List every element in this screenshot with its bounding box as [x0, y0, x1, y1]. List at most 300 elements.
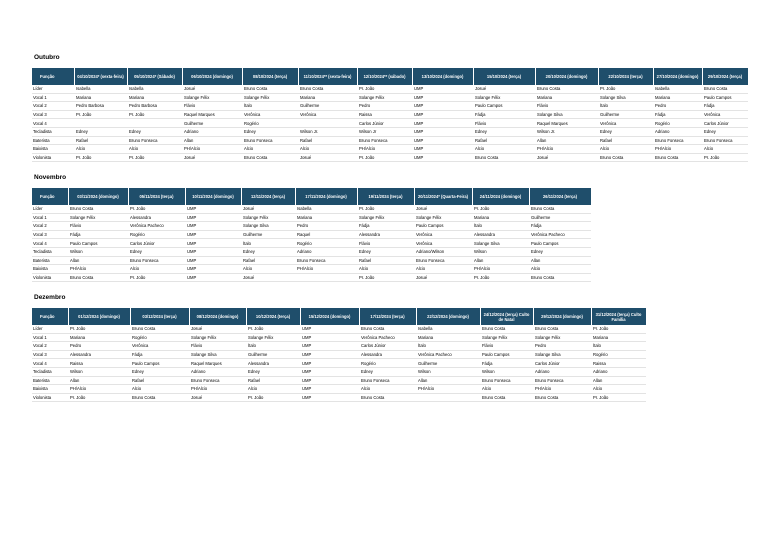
- column-header-date: 22/12/2024 (domingo): [416, 308, 480, 325]
- assignment-cell: Edney: [242, 127, 298, 136]
- assignment-cell: Pedro: [68, 342, 130, 351]
- role-cell: Vocal 2: [32, 102, 74, 111]
- column-header-date: 27/10/2024 (domingo): [653, 68, 702, 85]
- assignment-cell: Allan: [529, 256, 591, 265]
- assignment-cell: Rafael: [130, 376, 189, 385]
- table-row: [32, 145, 748, 154]
- assignment-cell: Bruno Costa: [68, 205, 128, 213]
- assignment-cell: Edney: [359, 367, 416, 376]
- role-cell: Violonista: [32, 153, 74, 162]
- assignment-cell: Rogério: [295, 239, 357, 248]
- column-header-funcao: Função: [32, 68, 74, 85]
- assignment-cell: Solange Félix: [533, 333, 591, 342]
- assignment-cell: Solange Félix: [68, 213, 128, 222]
- column-header-date: 24/12/2024 (terça) Culto de Natal: [480, 308, 533, 325]
- assignment-cell: Bruno Fonseca: [653, 136, 702, 145]
- assignment-cell: Edney: [529, 247, 591, 256]
- column-header-date: 05/11/2024 (terça): [128, 188, 185, 205]
- table-row: [32, 136, 748, 145]
- assignment-cell: Ítalo: [472, 222, 529, 231]
- column-header-date: 13/10/2024 (domingo): [412, 68, 473, 85]
- assignment-cell: Pr. João: [702, 153, 748, 162]
- assignment-cell: Rafael: [241, 256, 295, 265]
- assignment-cell: PH/Alcio: [189, 385, 246, 394]
- assignment-cell: Raquel Marques: [535, 119, 598, 128]
- assignment-cell: UMP: [185, 222, 241, 231]
- assignment-cell: Paulo Campos: [130, 359, 189, 368]
- table-row: [32, 359, 646, 368]
- assignment-cell: Isabella: [653, 85, 702, 93]
- assignment-cell: Allan: [472, 256, 529, 265]
- assignment-cell: UMP: [412, 102, 473, 111]
- assignment-cell: Edney: [130, 367, 189, 376]
- table-row: [32, 333, 646, 342]
- assignment-cell: Alcio: [414, 265, 472, 274]
- assignment-cell: Josué: [182, 153, 242, 162]
- assignment-cell: Carlos Júnior: [357, 119, 412, 128]
- assignment-cell: PH/Alcio: [68, 385, 130, 394]
- table-row: [32, 256, 591, 265]
- assignment-cell: Bruno Fonseca: [242, 136, 298, 145]
- assignment-cell: Ítalo: [416, 342, 480, 351]
- assignment-cell: Bruno Costa: [130, 325, 189, 333]
- assignment-cell: Josué: [189, 325, 246, 333]
- table-row: [32, 325, 646, 333]
- schedule-table-novembro: [32, 188, 592, 282]
- assignment-cell: Verônica: [414, 230, 472, 239]
- assignment-cell: Pr. João: [357, 85, 412, 93]
- assignment-cell: Raissa: [68, 359, 130, 368]
- assignment-cell: Paulo Campos: [529, 239, 591, 248]
- assignment-cell: Bruno Costa: [68, 273, 128, 282]
- assignment-cell: PH/Alcio: [533, 385, 591, 394]
- assignment-cell: UMP: [412, 153, 473, 162]
- assignment-cell: Isabella: [295, 205, 357, 213]
- role-cell: Violonista: [32, 393, 68, 402]
- assignment-cell: Josué: [298, 153, 357, 162]
- column-header-date: 12/10/2024** (sábado): [357, 68, 412, 85]
- column-header-date: 05/10/2024* (Sábado): [127, 68, 182, 85]
- assignment-cell: Adriano: [189, 367, 246, 376]
- assignment-cell: Adriano: [533, 367, 591, 376]
- assignment-cell: Alcio: [74, 145, 127, 154]
- assignment-cell: Pr. João: [472, 273, 529, 282]
- assignment-cell: UMP: [300, 342, 359, 351]
- column-header-date: 08/10/2024 (terça): [242, 68, 298, 85]
- table-row: [32, 239, 591, 248]
- assignment-cell: Isabella: [416, 325, 480, 333]
- assignment-cell: Alcio: [591, 385, 646, 394]
- assignment-cell: Ítalo: [591, 342, 646, 351]
- table-row: [32, 367, 646, 376]
- assignment-cell: Wilson: [416, 367, 480, 376]
- role-cell: Vocal 2: [32, 222, 68, 231]
- assignment-cell: Mariana: [127, 93, 182, 102]
- role-cell: Vocal 4: [32, 119, 74, 128]
- column-header-date: 10/12/2024 (terça): [246, 308, 300, 325]
- assignment-cell: Isabella: [127, 85, 182, 93]
- table-row: [32, 247, 591, 256]
- assignment-cell: Fádja: [702, 102, 748, 111]
- assignment-cell: Pr. João: [357, 153, 412, 162]
- assignment-cell: Rafael: [357, 256, 414, 265]
- header-row: [32, 308, 646, 325]
- assignment-cell: Paulo Campos: [480, 350, 533, 359]
- assignment-cell: Carlos Júnior: [702, 119, 748, 128]
- role-cell: Baterista: [32, 256, 68, 265]
- assignment-cell: Solange Silva: [533, 350, 591, 359]
- table-row: [32, 205, 591, 213]
- role-cell: Líder: [32, 205, 68, 213]
- assignment-cell: Pr. João: [246, 325, 300, 333]
- assignment-cell: Pr. João: [128, 205, 185, 213]
- assignment-cell: Pr. João: [598, 85, 653, 93]
- assignment-cell: UMP: [412, 110, 473, 119]
- role-cell: Tecladista: [32, 367, 68, 376]
- assignment-cell: Solange Félix: [414, 213, 472, 222]
- assignment-cell: Solange Silva: [241, 222, 295, 231]
- table-row: [32, 350, 646, 359]
- assignment-cell: Rogério: [653, 119, 702, 128]
- assignment-cell: Guilherme: [182, 119, 242, 128]
- column-header-date: 26/11/2024 (terça): [529, 188, 591, 205]
- role-cell: Vocal 4: [32, 239, 68, 248]
- assignment-cell: Verônica: [298, 110, 357, 119]
- assignment-cell: PH/Alcio: [472, 265, 529, 274]
- column-header-date: 03/12/2024 (terça): [130, 308, 189, 325]
- assignment-cell: Alcio: [127, 145, 182, 154]
- assignment-cell: Alcio: [702, 145, 748, 154]
- assignment-cell: Pedro Barbosa: [127, 102, 182, 111]
- assignment-cell: Pedro: [295, 222, 357, 231]
- assignment-cell: Verônica: [414, 239, 472, 248]
- assignment-cell: Fádja: [480, 359, 533, 368]
- header-row: [32, 68, 748, 85]
- column-header-date: 17/12/2024 (terça): [359, 308, 416, 325]
- assignment-cell: Bruno Costa: [359, 393, 416, 402]
- assignment-cell: Rafael: [598, 136, 653, 145]
- schedule-table-outubro: [32, 68, 749, 162]
- assignment-cell: Fádja: [473, 110, 535, 119]
- assignment-cell: Pr. João: [472, 205, 529, 213]
- assignment-cell: Verônica Pacheco: [416, 350, 480, 359]
- assignment-cell: Paulo Campos: [702, 93, 748, 102]
- assignment-cell: Raissa: [357, 110, 412, 119]
- header-row: [32, 188, 591, 205]
- assignment-cell: Rafael: [473, 136, 535, 145]
- column-header-date: 22/10/2024 (terça): [598, 68, 653, 85]
- assignment-cell: Pr. João: [127, 110, 182, 119]
- table-row: [32, 385, 646, 394]
- assignment-cell: Alcio: [246, 385, 300, 394]
- assignment-cell: Pr. João: [357, 273, 414, 282]
- assignment-cell: Verônica: [598, 119, 653, 128]
- assignment-cell: Fádja: [529, 222, 591, 231]
- assignment-cell: Bruno Costa: [480, 393, 533, 402]
- assignment-cell: Bruno Costa: [298, 85, 357, 93]
- assignment-cell: Flávio: [189, 342, 246, 351]
- assignment-cell: Alcio: [473, 145, 535, 154]
- role-cell: Vocal 1: [32, 93, 74, 102]
- assignment-cell: Adriano: [653, 127, 702, 136]
- assignment-cell: Rogério: [359, 359, 416, 368]
- assignment-cell: Ítalo: [242, 102, 298, 111]
- assignment-cell: Edney: [241, 247, 295, 256]
- role-cell: Violonista: [32, 273, 68, 282]
- assignment-cell: UMP: [185, 230, 241, 239]
- assignment-cell: UMP: [300, 325, 359, 333]
- assignment-cell: Rogério: [128, 230, 185, 239]
- assignment-cell: Edney: [74, 127, 127, 136]
- assignment-cell: Guilherme: [246, 350, 300, 359]
- assignment-cell: Wilson Jr.: [298, 127, 357, 136]
- assignment-cell: Pedro: [533, 342, 591, 351]
- assignment-cell: Josué: [473, 85, 535, 93]
- assignment-cell: [127, 119, 182, 128]
- assignment-cell: PH/Alcio: [68, 265, 128, 274]
- assignment-cell: Josué: [241, 273, 295, 282]
- assignment-cell: Mariana: [591, 333, 646, 342]
- assignment-cell: Carlos Júnior: [128, 239, 185, 248]
- assignment-cell: Bruno Fonseca: [127, 136, 182, 145]
- assignment-cell: Verônica Pacheco: [128, 222, 185, 231]
- assignment-cell: UMP: [412, 119, 473, 128]
- column-header-funcao: Função: [32, 188, 68, 205]
- assignment-cell: UMP: [185, 213, 241, 222]
- assignment-cell: Bruno Fonseca: [533, 376, 591, 385]
- assignment-cell: Wilson: [480, 367, 533, 376]
- assignment-cell: PH/Alcio: [357, 145, 412, 154]
- assignment-cell: Rafael: [74, 136, 127, 145]
- assignment-cell: UMP: [300, 359, 359, 368]
- column-header-date: 29/10/2024 (terça): [702, 68, 748, 85]
- assignment-cell: Allan: [535, 136, 598, 145]
- assignment-cell: Pr. João: [74, 110, 127, 119]
- assignment-cell: Bruno Costa: [529, 205, 591, 213]
- column-header-date: 15/10/2024 (terça): [473, 68, 535, 85]
- assignment-cell: Paulo Campos: [68, 239, 128, 248]
- role-cell: Tecladista: [32, 127, 74, 136]
- assignment-cell: Allan: [182, 136, 242, 145]
- table-row: [32, 273, 591, 282]
- column-header-date: 10/11/2024 (domingo): [185, 188, 241, 205]
- assignment-cell: Solange Félix: [242, 93, 298, 102]
- column-header-date: 17/11/2024 (domingo): [295, 188, 357, 205]
- assignment-cell: Solange Félix: [357, 93, 412, 102]
- assignment-cell: Solange Silva: [472, 239, 529, 248]
- assignment-cell: Flávio: [357, 239, 414, 248]
- assignment-cell: Solange Félix: [241, 213, 295, 222]
- assignment-cell: Bruno Costa: [359, 325, 416, 333]
- assignment-cell: Rogério: [130, 333, 189, 342]
- assignment-cell: Pedro: [357, 102, 412, 111]
- assignment-cell: Paulo Campos: [473, 102, 535, 111]
- assignment-cell: Alessandra: [359, 350, 416, 359]
- assignment-cell: [298, 119, 357, 128]
- assignment-cell: Flávio: [480, 342, 533, 351]
- assignment-cell: Mariana: [472, 213, 529, 222]
- assignment-cell: Josué: [241, 205, 295, 213]
- assignment-cell: Bruno Fonseca: [359, 376, 416, 385]
- assignment-cell: Raquel Marques: [182, 110, 242, 119]
- role-cell: Baixista: [32, 385, 68, 394]
- column-header-date: 08/12/2024 (domingo): [189, 308, 246, 325]
- assignment-cell: Allan: [68, 376, 130, 385]
- table-row: [32, 102, 748, 111]
- column-header-date: 29/12/2024 (domingo): [533, 308, 591, 325]
- assignment-cell: Pr. João: [68, 393, 130, 402]
- role-cell: Baterista: [32, 376, 68, 385]
- assignment-cell: Josué: [182, 85, 242, 93]
- assignment-cell: Pr. João: [591, 393, 646, 402]
- assignment-cell: Guilherme: [241, 230, 295, 239]
- role-cell: Vocal 2: [32, 342, 68, 351]
- assignment-cell: Rogério: [591, 350, 646, 359]
- assignment-cell: Guilherme: [298, 102, 357, 111]
- assignment-cell: Rogério: [242, 119, 298, 128]
- assignment-cell: UMP: [185, 265, 241, 274]
- assignment-cell: Flávio: [473, 119, 535, 128]
- role-cell: Vocal 4: [32, 359, 68, 368]
- assignment-cell: Wilson: [472, 247, 529, 256]
- assignment-cell: UMP: [412, 93, 473, 102]
- assignment-cell: Flávio: [68, 222, 128, 231]
- assignment-cell: Alcio: [128, 265, 185, 274]
- assignment-cell: Pr. João: [357, 205, 414, 213]
- assignment-cell: UMP: [300, 376, 359, 385]
- role-cell: Vocal 3: [32, 230, 68, 239]
- column-header-date: 06/10/2024 (domingo): [182, 68, 242, 85]
- assignment-cell: Solange Silva: [598, 93, 653, 102]
- assignment-cell: Raissa: [591, 359, 646, 368]
- assignment-cell: Raquel: [295, 230, 357, 239]
- assignment-cell: [74, 119, 127, 128]
- assignment-cell: Alessandra: [128, 213, 185, 222]
- assignment-cell: Carlos Júnior: [533, 359, 591, 368]
- assignment-cell: Bruno Costa: [242, 85, 298, 93]
- assignment-cell: UMP: [300, 350, 359, 359]
- table-row: [32, 222, 591, 231]
- role-cell: Vocal 3: [32, 110, 74, 119]
- assignment-cell: Flávio: [182, 102, 242, 111]
- role-cell: Vocal 3: [32, 350, 68, 359]
- assignment-cell: Adriano: [295, 247, 357, 256]
- table-row: [32, 213, 591, 222]
- role-cell: Tecladista: [32, 247, 68, 256]
- assignment-cell: Verônica: [242, 110, 298, 119]
- assignment-cell: UMP: [300, 393, 359, 402]
- assignment-cell: Carlos Júnior: [359, 342, 416, 351]
- assignment-cell: Josué: [414, 273, 472, 282]
- assignment-cell: UMP: [412, 127, 473, 136]
- schedule-table-dezembro: [32, 308, 647, 402]
- assignment-cell: Bruno Fonseca: [189, 376, 246, 385]
- assignment-cell: Verônica: [702, 110, 748, 119]
- assignment-cell: Guilherme: [529, 213, 591, 222]
- assignment-cell: Pr. João: [591, 325, 646, 333]
- assignment-cell: Bruno Costa: [529, 273, 591, 282]
- assignment-cell: Guilherme: [416, 359, 480, 368]
- assignment-cell: [295, 273, 357, 282]
- assignment-cell: Edney: [127, 127, 182, 136]
- assignment-cell: Mariana: [68, 333, 130, 342]
- assignment-cell: Pr. João: [246, 393, 300, 402]
- table-row: [32, 93, 748, 102]
- assignment-cell: Flávio: [535, 102, 598, 111]
- column-header-date: 20/11/2024* (Quarta-Feira): [414, 188, 472, 205]
- assignment-cell: UMP: [412, 145, 473, 154]
- assignment-cell: UMP: [185, 256, 241, 265]
- table-row: [32, 119, 748, 128]
- assignment-cell: Fádja: [68, 230, 128, 239]
- assignment-cell: Alcio: [359, 385, 416, 394]
- assignment-cell: UMP: [300, 385, 359, 394]
- assignment-cell: Bruno Fonseca: [414, 256, 472, 265]
- role-cell: Baixista: [32, 145, 74, 154]
- section-title-novembro: Novembro: [34, 174, 67, 181]
- assignment-cell: Paulo Campos: [414, 222, 472, 231]
- assignment-cell: Verônica Pacheco: [359, 333, 416, 342]
- assignment-cell: Verônica Pacheco: [529, 230, 591, 239]
- assignment-cell: Rafael: [298, 136, 357, 145]
- column-header-date: 12/11/2024 (terça): [241, 188, 295, 205]
- assignment-cell: Fádja: [653, 110, 702, 119]
- column-header-date: 31/12/2024 (terça) Culto Família: [591, 308, 646, 325]
- assignment-cell: Allan: [416, 376, 480, 385]
- assignment-cell: Allan: [68, 256, 128, 265]
- assignment-cell: Mariana: [295, 213, 357, 222]
- assignment-cell: Bruno Costa: [130, 393, 189, 402]
- table-row: [32, 153, 748, 162]
- assignment-cell: Mariana: [298, 93, 357, 102]
- assignment-cell: UMP: [412, 136, 473, 145]
- assignment-cell: Pr. João: [128, 273, 185, 282]
- role-cell: Vocal 1: [32, 333, 68, 342]
- column-header-date: 20/10/2024 (domingo): [535, 68, 598, 85]
- role-cell: Baterista: [32, 136, 74, 145]
- assignment-cell: Mariana: [416, 333, 480, 342]
- assignment-cell: Pr. João: [68, 325, 130, 333]
- column-header-date: 19/11/2024 (terça): [357, 188, 414, 205]
- assignment-cell: Mariana: [74, 93, 127, 102]
- assignment-cell: Edney: [357, 247, 414, 256]
- assignment-cell: Bruno Costa: [480, 325, 533, 333]
- assignment-cell: [416, 393, 480, 402]
- assignment-cell: Bruno Costa: [653, 153, 702, 162]
- column-header-date: 03/11/2024 (domingo): [68, 188, 128, 205]
- table-row: [32, 110, 748, 119]
- column-header-funcao: Função: [32, 308, 68, 325]
- assignment-cell: Alessandra: [68, 350, 130, 359]
- assignment-cell: UMP: [300, 333, 359, 342]
- assignment-cell: Edney: [246, 367, 300, 376]
- assignment-cell: Alcio: [357, 265, 414, 274]
- assignment-cell: UMP: [300, 367, 359, 376]
- assignment-cell: Ítalo: [598, 102, 653, 111]
- assignment-cell: PH/Alcio: [295, 265, 357, 274]
- assignment-cell: Edney: [598, 127, 653, 136]
- assignment-cell: Solange Félix: [246, 333, 300, 342]
- role-cell: Vocal 1: [32, 213, 68, 222]
- section-title-outubro: Outubro: [34, 54, 60, 61]
- assignment-cell: Solange Silva: [189, 350, 246, 359]
- column-header-date: 01/12/2024 (domingo): [68, 308, 130, 325]
- assignment-cell: Pr. João: [127, 153, 182, 162]
- assignment-cell: Bruno Fonseca: [702, 136, 748, 145]
- role-cell: Líder: [32, 325, 68, 333]
- assignment-cell: Alessandra: [472, 230, 529, 239]
- assignment-cell: Edney: [128, 247, 185, 256]
